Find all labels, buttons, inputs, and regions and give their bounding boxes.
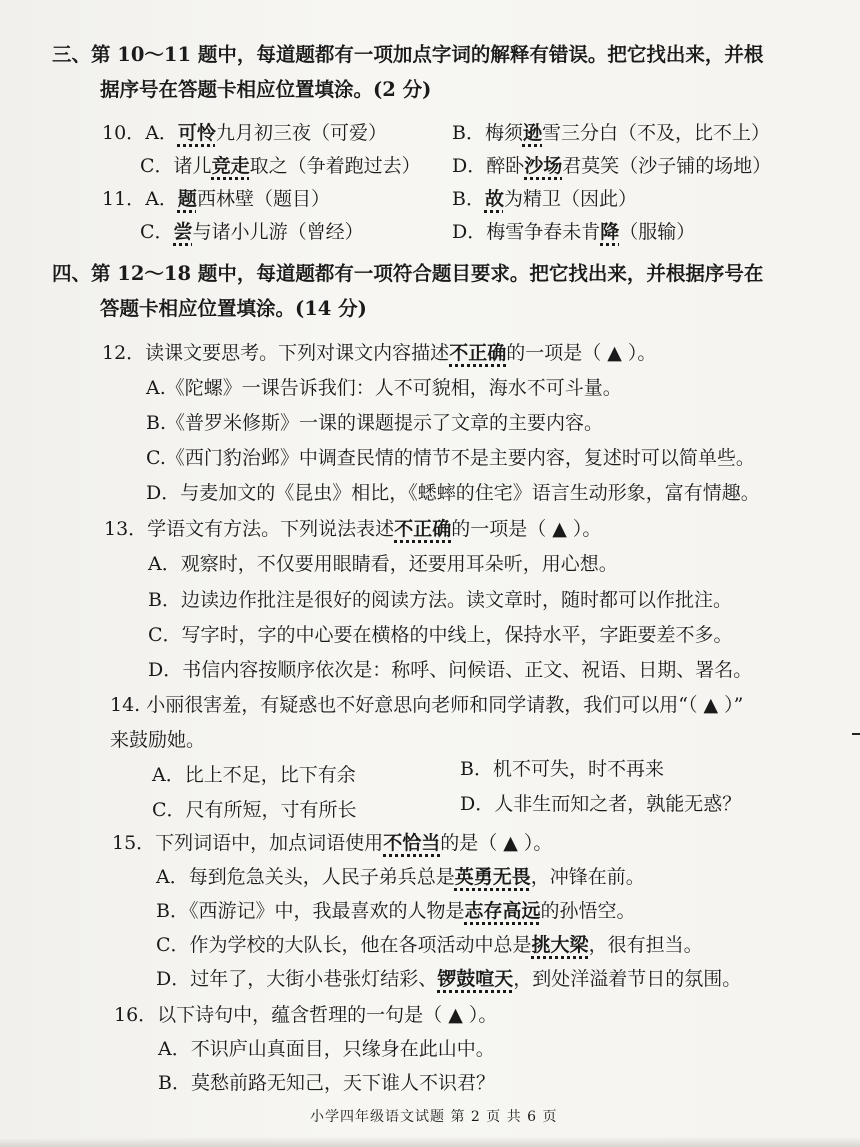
q12-option-c: C.《西门豹治邺》中调查民情的情节不是主要内容，复述时可以简单些。 (146, 447, 755, 469)
option-text: C．作为学校的大队长，他在各项活动中总是 (156, 934, 532, 956)
option-text: 与诸小儿游（曾经） (192, 221, 364, 243)
option-label: D． (452, 221, 487, 243)
q10-option-b (452, 120, 770, 146)
dotted-word: 不正确 (449, 342, 507, 364)
q16-option-b: B．莫愁前路无知己，天下谁人不识君？ (158, 1072, 495, 1094)
q15-option-b (156, 898, 636, 924)
stem-text: 12．读课文要思考。下列对课文内容描述 (102, 342, 450, 364)
q15-option-d (156, 966, 741, 992)
dotted-word: 可怜 (177, 122, 216, 144)
q11-option-c (140, 219, 364, 245)
option-text: ，很有担当。 (588, 934, 703, 956)
q12-option-d: D．与麦加文的《昆虫》相比，《蟋蟀的住宅》语言生动形象，富有情趣。 (146, 482, 760, 504)
dotted-word: 锣鼓喧天 (437, 968, 514, 990)
section4-heading-line2: 答题卡相应位置填涂。(14 分) (100, 297, 367, 320)
option-text: 取之（争着跑过去） (249, 155, 421, 177)
q11-option-d (452, 219, 695, 245)
section3-heading-line1: 三、第 10～11 题中，每道题都有一项加点字词的解释有错误。把它找出来，并根 (52, 43, 764, 66)
q13-stem (104, 516, 601, 542)
option-label: B． (452, 188, 485, 210)
option-text: ，冲锋在前。 (530, 866, 645, 888)
q13-option-a: A．观察时，不仅要用眼睛看，还要用耳朵听，用心想。 (148, 553, 618, 575)
q16-stem: 16．以下诗句中，蕴含哲理的一句是（ ▲ ）。 (114, 1004, 498, 1026)
page-bottom-shadow (0, 1137, 860, 1147)
dotted-word: 挑大梁 (531, 934, 589, 956)
q16-option-a: A．不识庐山真面目，只缘身在此山中。 (158, 1038, 495, 1060)
q11-option-a (102, 186, 330, 212)
option-text: 为精卫（因此） (503, 188, 637, 210)
q13-option-b: B．边读边作批注是很好的阅读方法。读文章时，随时都可以作批注。 (148, 589, 732, 611)
option-label: B． (452, 122, 485, 144)
edge-mark (852, 733, 860, 735)
option-text: 雪三分白（不及，比不上） (542, 122, 771, 144)
option-text: ，到处洋溢着节日的氛围。 (513, 968, 742, 990)
q14-option-d: D．人非生而知之者，孰能无惑？ (460, 793, 742, 815)
option-label: A． (145, 188, 178, 210)
dotted-word: 英勇无畏 (454, 866, 531, 888)
q14-stem-line2: 来鼓励她。 (110, 729, 206, 751)
q12-option-a: A.《陀螺》一课告诉我们：人不可貌相，海水不可斗量。 (146, 377, 622, 399)
q14-option-b: B．机不可失，时不再来 (460, 758, 664, 780)
q10-number: 10． (102, 122, 146, 144)
q12-stem (102, 340, 656, 366)
option-text: 君莫笑（沙子铺的场地） (562, 155, 772, 177)
q11-number: 11． (102, 188, 146, 210)
dotted-word: 故 (484, 188, 504, 210)
option-label: A． (145, 122, 178, 144)
option-label: D． (452, 155, 487, 177)
dotted-word: 沙场 (524, 155, 563, 177)
q13-option-c: C．写字时，字的中心要在横格的中线上，保持水平，字距要差不多。 (148, 624, 733, 646)
q11-option-b (452, 186, 637, 212)
q15-option-c (156, 932, 703, 958)
dotted-word: 逊 (522, 122, 542, 144)
q13-option-d: D．书信内容按顺序依次是：称呼、问候语、正文、祝语、日期、署名。 (148, 659, 753, 681)
option-text: （服输） (619, 221, 696, 243)
stem-text: 13．学语文有方法。下列说法表述 (104, 518, 395, 540)
dotted-word: 志存高远 (464, 900, 541, 922)
option-text: 醉卧 (486, 155, 525, 177)
option-label: C． (140, 155, 174, 177)
q10-option-a (102, 120, 387, 146)
option-text: 梅须 (484, 122, 523, 144)
option-text: 的孙悟空。 (540, 900, 636, 922)
section3-heading-line2: 据序号在答题卡相应位置填涂。(2 分) (100, 78, 432, 101)
dotted-word: 不恰当 (383, 832, 441, 854)
option-text: D．过年了，大街小巷张灯结彩、 (156, 968, 438, 990)
dotted-word: 降 (600, 221, 620, 243)
dotted-word: 竞走 (211, 155, 250, 177)
stem-text: 的是（ ▲ ）。 (440, 832, 553, 854)
option-text: 西林壁（题目） (196, 188, 330, 210)
q12-option-b: B.《普罗米修斯》一课的课题提示了文章的主要内容。 (146, 412, 604, 434)
stem-text: 的一项是（ ▲ ）。 (451, 518, 602, 540)
option-text: 诸儿 (173, 155, 212, 177)
q10-option-d (452, 153, 771, 179)
option-label: C． (140, 221, 174, 243)
dotted-word: 题 (177, 188, 197, 210)
option-text: B．《西游记》中，我最喜欢的人物是 (156, 900, 465, 922)
dotted-word: 尝 (173, 221, 193, 243)
dotted-word: 不正确 (394, 518, 452, 540)
page-footer: 小学四年级语文试题 第 2 页 共 6 页 (310, 1109, 558, 1125)
q15-stem (112, 830, 552, 856)
q15-option-a (156, 864, 645, 890)
q14-option-c: C．尺有所短，寸有所长 (152, 799, 357, 821)
q14-option-a: A．比上不足，比下有余 (152, 764, 356, 786)
q14-stem-line1: 14. 小丽很害羞，有疑惑也不好意思向老师和同学请教，我们可以用“（ ▲ ）” (110, 694, 744, 716)
section4-heading-line1: 四、第 12～18 题中，每道题都有一项符合题目要求。把它找出来，并根据序号在 (52, 262, 764, 285)
stem-text: 15．下列词语中，加点词语使用 (112, 832, 384, 854)
stem-text: 的一项是（ ▲ ）。 (506, 342, 657, 364)
option-text: 梅雪争春未肯 (486, 221, 601, 243)
q10-option-c (140, 153, 421, 179)
option-text: A．每到危急关头，人民子弟兵总是 (156, 866, 455, 888)
option-text: 九月初三夜（可爱） (215, 122, 387, 144)
